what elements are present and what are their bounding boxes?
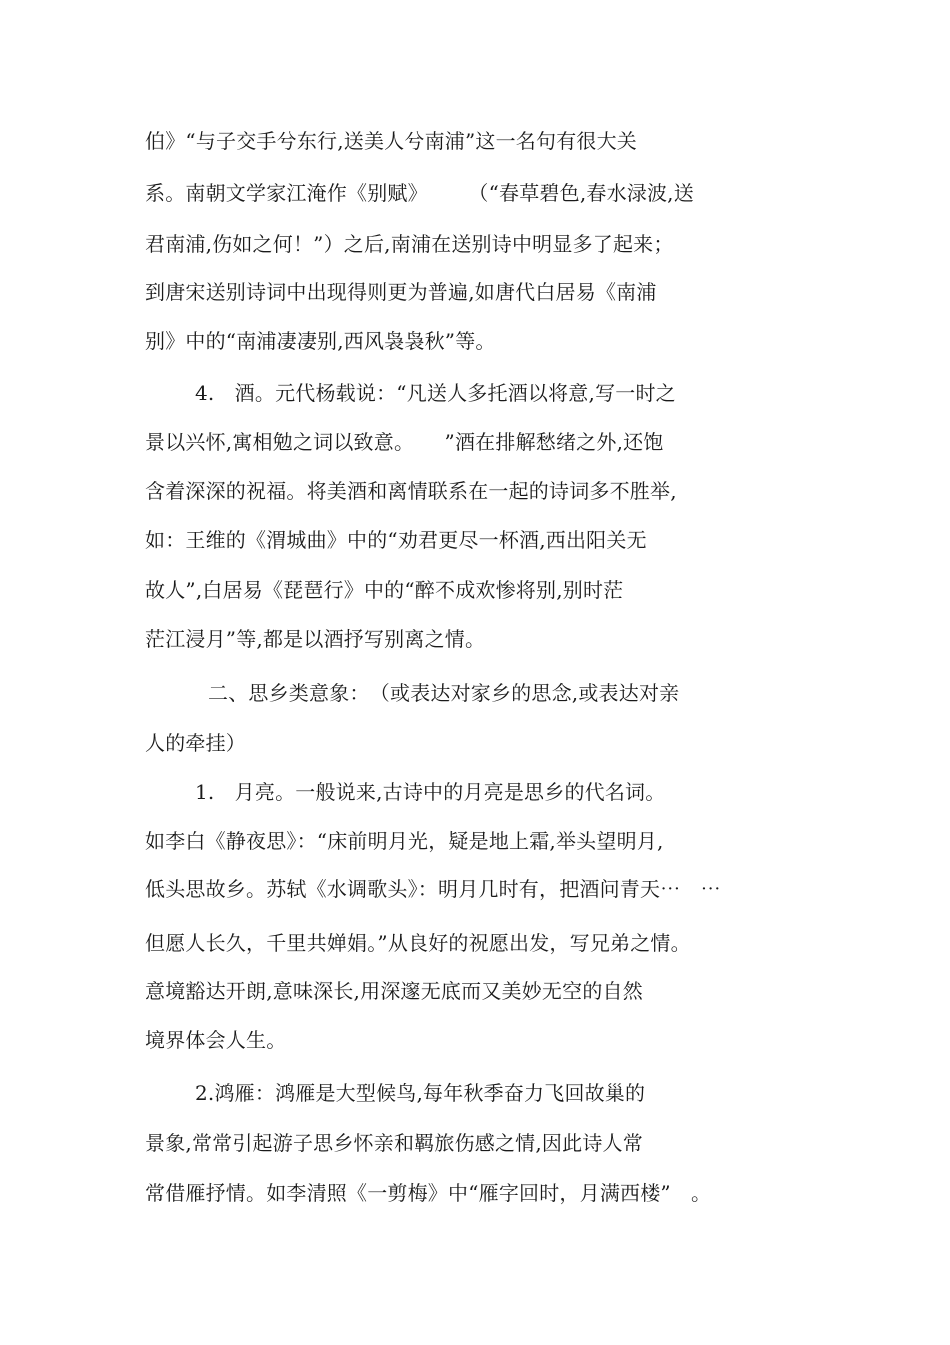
text-line: 景象,常常引起游子思乡怀亲和羁旅伤感之情,因此诗人常 [145, 1131, 643, 1155]
text-line: 人的牵挂） [145, 731, 246, 755]
text-line: 意境豁达开朗,意味深长,用深邃无底而又美妙无空的自然 [145, 979, 643, 1003]
text-line: 君南浦,伤如之何！”）之后,南浦在送别诗中明显多了起来； [145, 232, 674, 256]
text-line: 如：王维的《渭城曲》中的“劝君更尽一杯酒,西出阳关无 [145, 528, 647, 552]
text-line: 含着深深的祝福。将美酒和离情联系在一起的诗词多不胜举, [145, 479, 677, 503]
text-line: 故人”,白居易《琵琶行》中的“醉不成欢惨将别,别时茫 [145, 578, 624, 602]
text-line: 茫江浸月”等,都是以酒抒写别离之情。 [145, 627, 486, 651]
text-line: 景以兴怀,寓相勉之词以致意。 ”酒在排解愁绪之外,还饱 [145, 430, 664, 454]
paragraph-wine-first-line: 4. 酒。元代杨载说：“凡送人多托酒以将意,写一时之 [195, 381, 676, 405]
text-line: 到唐宋送别诗词中出现得则更为普遍,如唐代白居易《南浦 [145, 280, 657, 304]
text-line: 系。南朝文学家江淹作《别赋》 （“春草碧色,春水渌波,送 [145, 181, 694, 205]
text-line: 境界体会人生。 [145, 1028, 287, 1052]
section-heading-homesick: 二、思乡类意象： （或表达对家乡的思念,或表达对亲 [208, 681, 680, 705]
text-line: 别》中的“南浦凄凄别,西风袅袅秋”等。 [145, 329, 496, 353]
text-line: 常借雁抒情。如李清照《一剪梅》中“雁字回时，月满西楼” 。 [145, 1181, 712, 1205]
paragraph-wild-goose-first-line: 2.鸿雁：鸿雁是大型候鸟,每年秋季奋力飞回故巢的 [195, 1081, 646, 1105]
text-line: 低头思故乡。苏轼《水调歌头》：明月几时有，把酒问青天⋯ ⋯ [145, 877, 721, 901]
text-line: 如李白《静夜思》：“床前明月光，疑是地上霜,举头望明月, [145, 829, 664, 853]
text-line: 伯》“与子交手兮东行,送美人兮南浦”这一名句有很大关 [145, 129, 638, 153]
paragraph-moon-first-line: 1. 月亮。一般说来,古诗中的月亮是思乡的代名词。 [195, 780, 666, 804]
text-line: 但愿人长久，千里共婵娟。”从良好的祝愿出发，写兄弟之情。 [145, 931, 691, 955]
